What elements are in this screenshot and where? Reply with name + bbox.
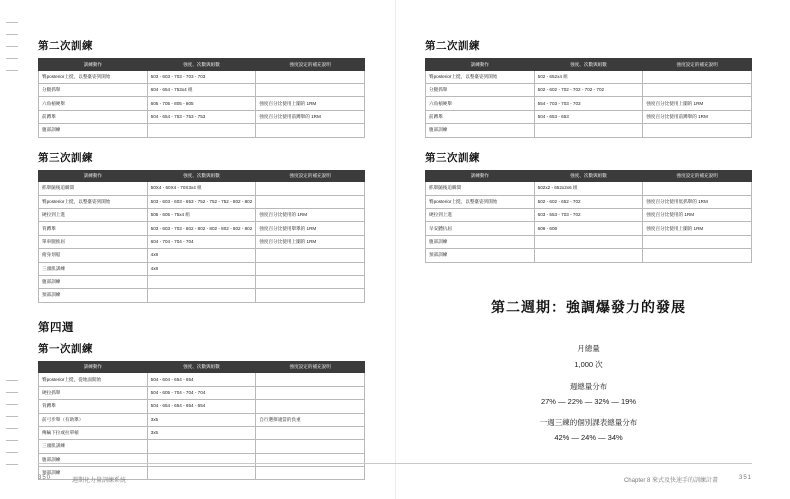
cell-notes bbox=[643, 249, 752, 262]
table-header-row bbox=[39, 59, 365, 71]
footer-text-right: Chapter 8 來式及快速手的訓練計畫 bbox=[623, 478, 718, 484]
cell-notes: 強度百分比使用上團的 1RM bbox=[256, 97, 365, 110]
cell-notes bbox=[643, 182, 752, 195]
table-row bbox=[39, 235, 365, 248]
cell-exercise: 早安體抗屈 bbox=[426, 222, 535, 235]
table-row bbox=[39, 275, 365, 288]
cell-notes: 強度百分比使用上團的 1RM bbox=[256, 235, 365, 248]
th-exercise: 訓練動作 bbox=[39, 170, 148, 182]
cell-exercise: 前蹲舉 bbox=[426, 110, 535, 123]
cell-intensity: 505 - 605 - 75x4 組 bbox=[147, 209, 256, 222]
cell-intensity: 504 - 654 - 753 - 753 - 753 bbox=[147, 110, 256, 123]
cell-intensity: 606 - 606 bbox=[534, 222, 643, 235]
bleed-marks bbox=[0, 0, 22, 499]
table-row bbox=[39, 222, 365, 235]
table-row bbox=[39, 386, 365, 399]
cell-notes: 強度百分比使用前蹲舉的 1RM bbox=[256, 110, 365, 123]
cell-notes: 強度百分比使用上團的 1RM bbox=[643, 97, 752, 110]
cell-exercise: 三頭肌訓練 bbox=[39, 262, 148, 275]
training-table-second-session-right bbox=[425, 58, 752, 138]
table-row bbox=[39, 426, 365, 439]
cell-notes bbox=[256, 70, 365, 83]
cell-exercise: 傳輪下拉或拉單槓 bbox=[39, 426, 148, 439]
cell-intensity bbox=[147, 124, 256, 137]
cell-exercise: 背蹲舉 bbox=[39, 400, 148, 413]
cell-intensity: 605 - 705 - 805 - 805 bbox=[147, 97, 256, 110]
th-notes: 強度設定的補充說明 bbox=[643, 59, 752, 71]
cell-exercise: 俯身划船 bbox=[39, 249, 148, 262]
cell-exercise: 六角槓硬舉 bbox=[39, 97, 148, 110]
table-row bbox=[426, 84, 752, 97]
cell-intensity: 4x8 bbox=[147, 262, 256, 275]
cell-exercise: 硬拉到上進 bbox=[39, 209, 148, 222]
cell-intensity: 502 - 652x4 組 bbox=[534, 70, 643, 83]
page-footer bbox=[0, 455, 790, 499]
page-number-right: 351 bbox=[738, 475, 752, 481]
cell-exercise: 預部訓練 bbox=[426, 249, 535, 262]
table-row bbox=[426, 209, 752, 222]
summary-value-session-distribution: 42% — 24% — 34% bbox=[554, 432, 623, 442]
cell-notes bbox=[256, 262, 365, 275]
th-exercise: 訓練動作 bbox=[426, 59, 535, 71]
cell-notes bbox=[643, 235, 752, 248]
table-header-row bbox=[426, 170, 752, 182]
cell-intensity: 503 - 603 - 603 - 653 - 752 - 752 - 752 - 802 - 802 bbox=[147, 195, 256, 208]
table-row bbox=[39, 373, 365, 386]
table-row bbox=[39, 249, 365, 262]
training-table-third-session-left bbox=[38, 170, 365, 303]
cell-intensity bbox=[534, 235, 643, 248]
cell-notes bbox=[643, 84, 752, 97]
page-number-left: 350 bbox=[38, 475, 52, 481]
table-header-row bbox=[426, 59, 752, 71]
summary-label-monthly-volume: 月總量 bbox=[577, 343, 600, 353]
summary-label-session-distribution: 一週三練的個別課表總量分布 bbox=[539, 417, 638, 427]
cell-intensity: 504 - 604 - 654 - 654 bbox=[147, 373, 256, 386]
cell-notes bbox=[256, 275, 365, 288]
cell-intensity: 4x8 bbox=[147, 249, 256, 262]
table-row bbox=[39, 110, 365, 123]
cell-exercise: 硬拉到上進 bbox=[426, 209, 535, 222]
cell-intensity: 503 - 603 - 703 - 703 - 703 bbox=[147, 70, 256, 83]
cell-notes bbox=[256, 182, 365, 195]
cell-notes: 強度百分比使用舉舉的 1RM bbox=[256, 222, 365, 235]
section-title-third-session-left: 第三次訓練 bbox=[38, 151, 93, 164]
th-exercise: 訓練動作 bbox=[39, 59, 148, 71]
th-intensity: 強度、次數與組數 bbox=[147, 170, 256, 182]
cell-exercise: 腹部訓練 bbox=[39, 453, 148, 466]
table-header-row bbox=[39, 361, 365, 373]
cell-exercise: 臀posterior上挺，從地面開始 bbox=[39, 373, 148, 386]
cell-notes: 強度百分比使用前蹲舉的 1RM bbox=[643, 110, 752, 123]
cell-notes bbox=[256, 386, 365, 399]
cell-notes bbox=[256, 426, 365, 439]
table-row bbox=[426, 124, 752, 137]
th-exercise: 訓練動作 bbox=[39, 361, 148, 373]
cell-intensity bbox=[534, 124, 643, 137]
cell-exercise: 腹部訓練 bbox=[39, 275, 148, 288]
table-row bbox=[39, 289, 365, 302]
week-title-fourth-week: 第四週 bbox=[38, 321, 74, 334]
cell-notes: 強度百分比使用的 1RM bbox=[643, 209, 752, 222]
th-notes: 強度設定的補充說明 bbox=[256, 59, 365, 71]
training-table-second-session-left bbox=[38, 58, 365, 138]
th-intensity: 強度、次數與組數 bbox=[147, 59, 256, 71]
cell-exercise: 臀posterior上挺，以整臺姿到開始 bbox=[426, 195, 535, 208]
cell-intensity: 3x5 bbox=[147, 413, 256, 426]
cell-intensity bbox=[147, 289, 256, 302]
cell-exercise: 腹部訓練 bbox=[426, 124, 535, 137]
cell-notes: 強度百分比使用的 1RM bbox=[256, 209, 365, 222]
table-row bbox=[426, 222, 752, 235]
cell-exercise: 分腿抓舉 bbox=[426, 84, 535, 97]
cell-intensity: 504 - 605 - 704 - 704 - 704 bbox=[147, 386, 256, 399]
table-row bbox=[39, 70, 365, 83]
cell-exercise: 臀posterior上挺，以整臺姿到開始 bbox=[39, 70, 148, 83]
table-row bbox=[39, 440, 365, 453]
th-exercise: 訓練動作 bbox=[426, 170, 535, 182]
table-row bbox=[39, 97, 365, 110]
cell-exercise: 三頭肌訓練 bbox=[39, 440, 148, 453]
cell-intensity: 502 - 602 - 652 - 702 bbox=[534, 195, 643, 208]
cell-intensity: 503 - 553 - 703 - 702 bbox=[534, 209, 643, 222]
section-title-second-session-right: 第二次訓練 bbox=[425, 40, 480, 52]
cell-notes: 強度百分比使用低抓舉的 1RM bbox=[643, 195, 752, 208]
table-row bbox=[426, 182, 752, 195]
table-row bbox=[39, 182, 365, 195]
cell-notes bbox=[256, 373, 365, 386]
cell-notes bbox=[256, 249, 365, 262]
cell-intensity bbox=[534, 249, 643, 262]
th-notes: 強度設定的補充說明 bbox=[643, 170, 752, 182]
cell-intensity: 504 - 653 - 653 bbox=[534, 110, 643, 123]
cell-intensity: 503 - 603 - 703 - 802 - 802 - 802 - 802 - 802 - 802 bbox=[147, 222, 256, 235]
cell-notes: 自行選擇適當的負重 bbox=[256, 413, 365, 426]
cell-intensity: 502x2 - 652x2x6 組 bbox=[534, 182, 643, 195]
th-intensity: 強度、次數與組數 bbox=[534, 170, 643, 182]
cell-exercise: 前蹲舉 bbox=[39, 110, 148, 123]
cell-intensity: 504 - 654 - 654 - 654 - 654 bbox=[147, 400, 256, 413]
cell-exercise: 腹部訓練 bbox=[426, 235, 535, 248]
section-title-first-session-left: 第一次訓練 bbox=[38, 342, 93, 355]
table-row bbox=[39, 262, 365, 275]
footer-divider bbox=[38, 463, 752, 464]
spine-divider bbox=[395, 0, 396, 499]
cell-exercise: 預部訓練 bbox=[39, 467, 148, 480]
cell-intensity: 502 - 602 - 702 - 702 - 702 - 702 bbox=[534, 84, 643, 97]
table-header-row bbox=[39, 170, 365, 182]
cell-exercise: 預部訓練 bbox=[39, 289, 148, 302]
cell-exercise: 腹部訓練 bbox=[39, 124, 148, 137]
cell-exercise: 單車腿推屈 bbox=[39, 235, 148, 248]
summary-value-monthly-volume: 1,000 次 bbox=[574, 359, 603, 369]
section-title-second-session-left: 第二次訓練 bbox=[38, 40, 93, 52]
cell-intensity bbox=[147, 275, 256, 288]
cell-notes bbox=[256, 289, 365, 302]
right-page bbox=[395, 0, 790, 499]
cell-intensity bbox=[147, 440, 256, 453]
cell-exercise: 硬拉抓舉 bbox=[39, 386, 148, 399]
cell-intensity: 604 - 654 - 753x4 組 bbox=[147, 84, 256, 97]
phase-title: 第二週期：強調爆發力的發展 bbox=[491, 298, 686, 315]
th-intensity: 強度、次數與組數 bbox=[147, 361, 256, 373]
table-row bbox=[426, 235, 752, 248]
cell-intensity: 50X4 - 60X4 - 70X3x4 組 bbox=[147, 182, 256, 195]
cell-exercise: 抓舉隨後追瞬間 bbox=[426, 182, 535, 195]
cell-notes: 強度百分比使用上團的 1RM bbox=[643, 222, 752, 235]
th-intensity: 強度、次數與組數 bbox=[534, 59, 643, 71]
training-table-third-session-right bbox=[425, 170, 752, 263]
table-row bbox=[39, 195, 365, 208]
summary-value-weekly-distribution: 27% — 22% — 32% — 19% bbox=[540, 396, 637, 406]
table-row bbox=[426, 97, 752, 110]
cell-exercise: 分腿抓舉 bbox=[39, 84, 148, 97]
table-row bbox=[39, 209, 365, 222]
cell-intensity: 554 - 703 - 703 - 703 bbox=[534, 97, 643, 110]
table-row bbox=[426, 249, 752, 262]
cell-notes bbox=[256, 440, 365, 453]
footer-text-left: 週期化力量訓練系統 bbox=[72, 478, 127, 484]
cell-exercise: 臀posterior上挺，以整臺姿到開始 bbox=[39, 195, 148, 208]
th-notes: 強度設定的補充說明 bbox=[256, 170, 365, 182]
cell-notes bbox=[643, 70, 752, 83]
th-notes: 強度設定的補充說明 bbox=[256, 361, 365, 373]
cell-notes bbox=[643, 124, 752, 137]
volume-summary bbox=[425, 343, 752, 442]
table-row bbox=[426, 70, 752, 83]
summary-label-weekly-distribution: 週總量分布 bbox=[569, 381, 608, 391]
cell-intensity: 604 - 704 - 704 - 704 bbox=[147, 235, 256, 248]
cell-notes bbox=[256, 124, 365, 137]
section-title-third-session-right: 第三次訓練 bbox=[425, 151, 480, 164]
cell-notes bbox=[256, 195, 365, 208]
cell-exercise: 臀posterior上挺，以整臺姿到開始 bbox=[426, 70, 535, 83]
table-row bbox=[39, 84, 365, 97]
cell-exercise: 背蹲舉 bbox=[39, 222, 148, 235]
cell-exercise: 抓舉隨後追瞬間 bbox=[39, 182, 148, 195]
cell-notes bbox=[256, 84, 365, 97]
cell-exercise: 六角槓硬舉 bbox=[426, 97, 535, 110]
table-row bbox=[426, 110, 752, 123]
cell-intensity: 3x5 bbox=[147, 426, 256, 439]
cell-exercise: 前弓步舉（有助舉） bbox=[39, 413, 148, 426]
cell-notes bbox=[256, 400, 365, 413]
table-row bbox=[39, 413, 365, 426]
table-row bbox=[426, 195, 752, 208]
table-row bbox=[39, 400, 365, 413]
table-row bbox=[39, 124, 365, 137]
